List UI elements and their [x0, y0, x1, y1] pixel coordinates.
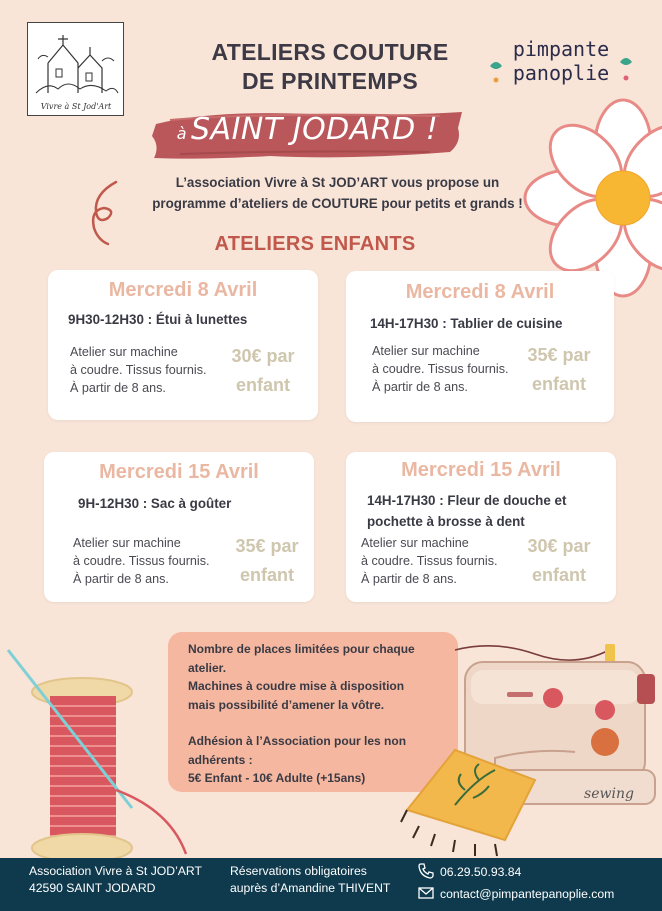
intro-text	[135, 172, 540, 214]
workshop-card	[48, 270, 318, 420]
workshop-card	[346, 452, 616, 602]
title-line-1: ATELIERS COUTURE	[211, 39, 449, 65]
info-line-4: mais possibilité d’amener la vôtre.	[188, 697, 385, 712]
banner-location: SAINT JODARD !	[191, 112, 439, 147]
card-desc-line-3: À partir de 8 ans.	[73, 572, 169, 586]
brand-line-1: pimpante	[512, 37, 610, 61]
card-price-line-2: enfant	[236, 375, 290, 395]
card-price-line-2: enfant	[532, 374, 586, 394]
footer-phone-row[interactable]	[418, 861, 614, 883]
card-description	[361, 534, 498, 588]
card-desc-line-2: à coudre. Tissus fournis.	[372, 362, 509, 376]
card-desc-line-2: à coudre. Tissus fournis.	[70, 363, 207, 377]
card-price-line-1: 30€ par	[231, 346, 295, 366]
card-desc-line-3: À partir de 8 ans.	[70, 381, 166, 395]
card-slot-line-2: pochette à brosse à dent	[367, 514, 525, 529]
card-price-line-2: enfant	[532, 565, 586, 585]
mail-icon	[418, 885, 434, 901]
page-title	[180, 38, 480, 96]
info-line-2: atelier.	[188, 660, 227, 675]
card-desc-line-1: Atelier sur machine	[70, 345, 178, 359]
card-slot	[68, 309, 247, 330]
title-line-2: DE PRINTEMPS	[241, 68, 419, 94]
logo-text: Vivre à St Jod'Art	[40, 102, 112, 111]
footer-email[interactable]: contact@pimpantepanoplie.com	[440, 887, 615, 901]
castle-sketch-icon	[28, 23, 123, 115]
brand-line-2: panoplie	[512, 61, 610, 85]
card-price-line-2: enfant	[240, 565, 294, 585]
footer-contact	[418, 861, 614, 905]
brand-logo	[486, 36, 636, 92]
footer-email-row[interactable]	[418, 883, 614, 905]
workshop-card	[346, 271, 614, 422]
intro-line-1: L’association Vivre à St JOD’ART vous propose un	[175, 175, 500, 190]
card-price	[218, 342, 308, 400]
card-slot-line-1: 9H30-12H30 : Étui à lunettes	[68, 312, 248, 327]
info-line-1: Nombre de places limitées pour chaque	[188, 642, 415, 656]
card-slot-line-1: 14H-17H30 : Tablier de cuisine	[370, 316, 563, 331]
card-desc-line-1: Atelier sur machine	[361, 536, 469, 550]
card-slot-line-1: 14H-17H30 : Fleur de douche et	[367, 493, 567, 508]
card-day: Mercredi 15 Avril	[99, 461, 259, 483]
card-price	[514, 341, 604, 399]
footer-assoc-line-1: Association Vivre à St JOD’ART	[29, 864, 202, 878]
card-day: Mercredi 8 Avril	[108, 279, 258, 301]
footer-phone[interactable]: 06.29.50.93.84	[440, 865, 522, 879]
card-desc-line-3: À partir de 8 ans.	[372, 380, 468, 394]
info-line-5: Adhésion à l’Association pour les non	[188, 734, 407, 748]
card-desc-line-3: À partir de 8 ans.	[361, 572, 457, 586]
card-slot	[370, 313, 563, 334]
footer	[0, 858, 662, 911]
footer-assoc-line-2: 42590 SAINT JODARD	[29, 881, 156, 895]
section-title: ATELIERS ENFANTS	[214, 233, 416, 255]
card-price	[514, 532, 604, 590]
intro-line-2: programme d’ateliers de COUTURE pour petits et grands !	[152, 196, 523, 211]
card-day: Mercredi 15 Avril	[401, 459, 561, 481]
phone-icon	[418, 863, 434, 879]
card-price-line-1: 30€ par	[527, 536, 591, 556]
curl-decoration-icon	[86, 178, 126, 248]
card-description	[372, 342, 509, 396]
info-line-7: 5€ Enfant - 10€ Adulte (+15ans)	[188, 771, 366, 785]
card-desc-line-1: Atelier sur machine	[73, 536, 181, 550]
card-price-line-1: 35€ par	[235, 536, 299, 556]
card-price-line-1: 35€ par	[527, 345, 591, 365]
card-desc-line-2: à coudre. Tissus fournis.	[361, 554, 498, 568]
card-slot	[367, 490, 566, 532]
card-day: Mercredi 8 Avril	[405, 281, 555, 303]
workshop-card	[44, 452, 314, 602]
info-line-3: Machines à coudre mise à disposition	[188, 679, 405, 693]
card-description	[73, 534, 210, 588]
banner-prefix: à	[176, 124, 187, 143]
card-slot	[78, 493, 231, 514]
footer-association	[29, 863, 202, 897]
card-description	[70, 343, 207, 397]
info-line-6: adhérents :	[188, 752, 253, 767]
sewing-machine-icon	[395, 640, 662, 860]
card-desc-line-1: Atelier sur machine	[372, 344, 480, 358]
card-desc-line-2: à coudre. Tissus fournis.	[73, 554, 210, 568]
machine-label: sewing	[584, 786, 634, 802]
card-slot-line-1: 9H-12H30 : Sac à goûter	[78, 496, 232, 511]
footer-resa-line-2: auprès d’Amandine THIVENT	[230, 881, 391, 895]
association-logo	[27, 22, 124, 116]
footer-reservation	[230, 863, 390, 897]
banner-text	[150, 112, 465, 147]
card-price	[222, 532, 312, 590]
footer-resa-line-1: Réservations obligatoires	[230, 864, 367, 878]
